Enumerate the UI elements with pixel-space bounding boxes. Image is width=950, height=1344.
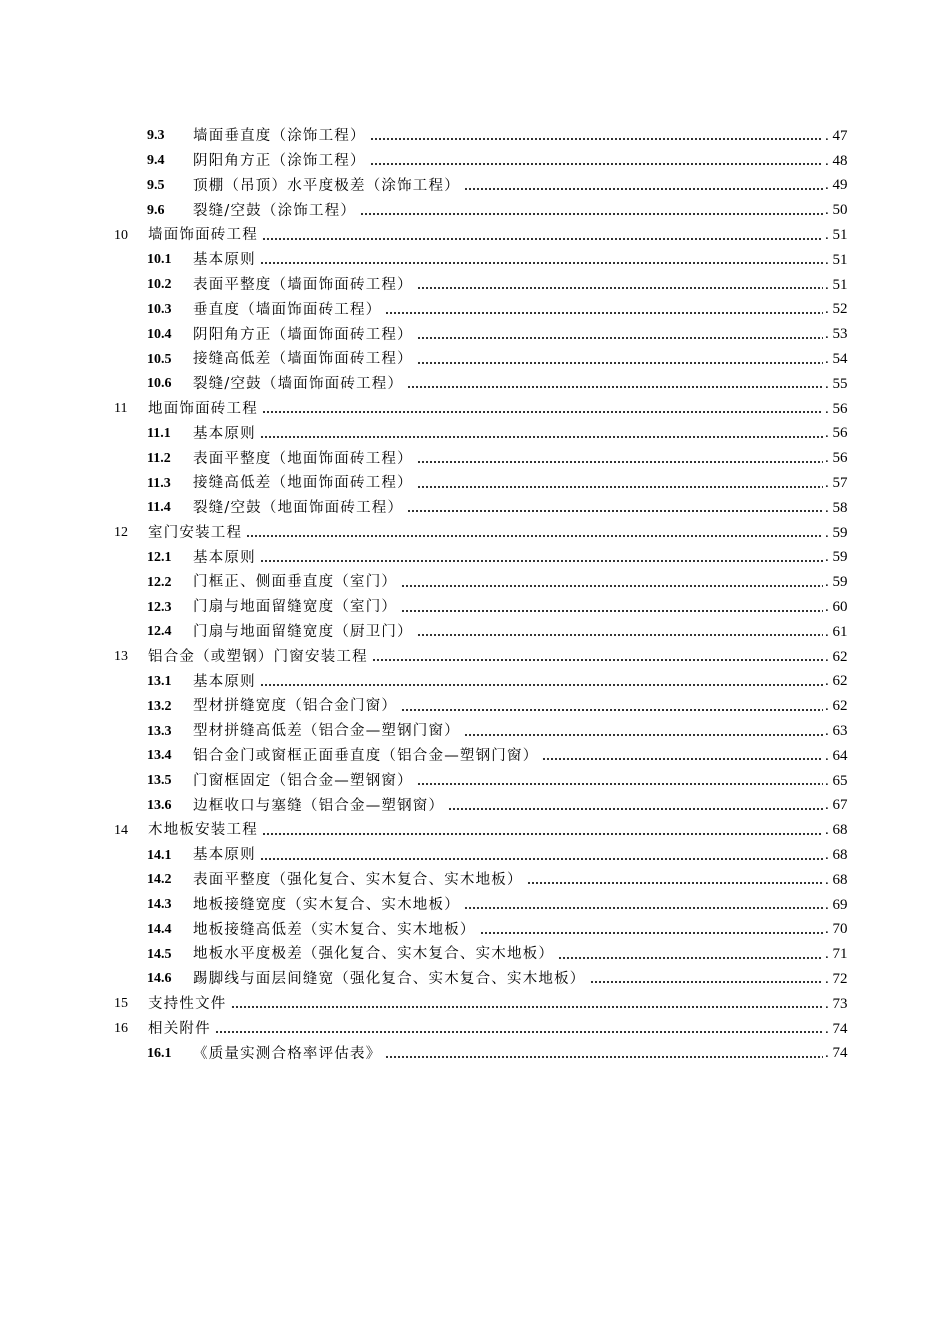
toc-section-entry[interactable]: [0, 546, 950, 571]
toc-entry-title: 基本原则: [193, 847, 256, 864]
toc-entry-number: 14.4: [147, 921, 172, 937]
toc-entry-title: 门扇与地面留缝宽度（室门）: [193, 599, 398, 616]
toc-entry-number: 10.2: [147, 277, 172, 293]
toc-entry-page-number: . 53: [825, 326, 848, 343]
toc-section-entry[interactable]: [0, 1041, 950, 1066]
toc-entry-title: 型材拼缝高低差（铝合金—塑钢门窗）: [193, 723, 460, 740]
dot-leader: [542, 758, 823, 760]
toc-entry-number: 9.6: [147, 202, 165, 218]
toc-section-entry[interactable]: [0, 422, 950, 447]
toc-entry-number: 16: [114, 1021, 128, 1037]
toc-entry-title: 表面平整度（地面饰面砖工程）: [193, 450, 413, 467]
toc-entry-number: 13.5: [147, 773, 172, 789]
toc-entry-number: 13.6: [147, 797, 172, 813]
dot-leader: [407, 386, 823, 388]
toc-entry-page-number: . 51: [825, 227, 848, 244]
toc-entry-page-number: . 70: [825, 921, 848, 938]
toc-section-entry[interactable]: [0, 496, 950, 521]
toc-entry-number: 10.1: [147, 252, 172, 268]
toc-entry-page-number: . 74: [825, 1045, 848, 1062]
toc-entry-number: 14.1: [147, 847, 172, 863]
toc-section-entry[interactable]: [0, 769, 950, 794]
toc-entry-page-number: . 62: [825, 648, 848, 665]
toc-section-entry[interactable]: [0, 446, 950, 471]
toc-section-entry[interactable]: [0, 124, 950, 149]
toc-section-entry[interactable]: [0, 595, 950, 620]
toc-entry-title: 接缝高低差（地面饰面砖工程）: [193, 475, 413, 492]
toc-entry-number: 12.2: [147, 574, 172, 590]
dot-leader: [262, 833, 823, 835]
toc-entry-page-number: . 60: [825, 599, 848, 616]
toc-entry-page-number: . 62: [825, 673, 848, 690]
dot-leader: [417, 783, 823, 785]
dot-leader: [231, 1006, 824, 1008]
toc-entry-number: 10.5: [147, 351, 172, 367]
toc-entry-number: 14.2: [147, 872, 172, 888]
toc-entry-number: 11: [114, 401, 128, 417]
toc-entry-number: 13.3: [147, 723, 172, 739]
toc-entry-number: 15: [114, 996, 128, 1012]
toc-section-entry[interactable]: [0, 694, 950, 719]
toc-entry-number: 11.1: [147, 425, 171, 441]
dot-leader: [385, 312, 823, 314]
toc-section-entry[interactable]: [0, 174, 950, 199]
toc-section-entry[interactable]: [0, 893, 950, 918]
toc-entry-number: 12.4: [147, 624, 172, 640]
toc-entry-title: 型材拼缝宽度（铝合金门窗）: [193, 698, 398, 715]
toc-entry-title: 顶棚（吊顶）水平度极差（涂饰工程）: [193, 177, 460, 194]
toc-entry-page-number: . 59: [825, 574, 848, 591]
dot-leader: [417, 486, 823, 488]
toc-entry-number: 11.3: [147, 475, 171, 491]
toc-entry-number: 12.1: [147, 549, 172, 565]
toc-entry-title: 基本原则: [193, 673, 256, 690]
toc-section-entry[interactable]: [0, 570, 950, 595]
toc-section-entry[interactable]: [0, 942, 950, 967]
toc-entry-page-number: . 69: [825, 896, 848, 913]
dot-leader: [260, 262, 823, 264]
dot-leader: [407, 510, 823, 512]
toc-entry-page-number: . 54: [825, 351, 848, 368]
toc-entry-number: 16.1: [147, 1045, 172, 1061]
dot-leader: [558, 957, 823, 959]
dot-leader: [464, 907, 823, 909]
toc-chapter-entry[interactable]: [0, 645, 950, 670]
toc-entry-title: 基本原则: [193, 425, 256, 442]
toc-entry-title: 边框收口与塞缝（铝合金—塑钢窗）: [193, 797, 445, 814]
toc-entry-number: 14.3: [147, 897, 172, 913]
toc-entry-title: 相关附件: [148, 1020, 211, 1037]
dot-leader: [401, 585, 823, 587]
toc-entry-number: 13.1: [147, 673, 172, 689]
toc-entry-title: 墙面垂直度（涂饰工程）: [193, 128, 366, 145]
toc-entry-title: 铝合金门或窗框正面垂直度（铝合金—塑钢门窗）: [193, 748, 539, 765]
toc-chapter-entry[interactable]: [0, 992, 950, 1017]
toc-entry-page-number: . 51: [825, 276, 848, 293]
toc-entry-title: 铝合金（或塑钢）门窗安装工程: [148, 648, 368, 665]
toc-entry-page-number: . 56: [825, 400, 848, 417]
dot-leader: [464, 188, 823, 190]
toc-entry-page-number: . 61: [825, 623, 848, 640]
toc-entry-title: 墙面饰面砖工程: [148, 227, 258, 244]
toc-chapter-entry[interactable]: [0, 521, 950, 546]
dot-leader: [480, 932, 823, 934]
toc-entry-title: 支持性文件: [148, 996, 227, 1013]
toc-chapter-entry[interactable]: [0, 223, 950, 248]
toc-entry-title: 裂缝/空鼓（墙面饰面砖工程）: [193, 376, 404, 393]
toc-entry-title: 门扇与地面留缝宽度（厨卫门）: [193, 624, 413, 641]
toc-section-entry[interactable]: [0, 471, 950, 496]
toc-section-entry[interactable]: [0, 719, 950, 744]
toc-chapter-entry[interactable]: [0, 1017, 950, 1042]
dot-leader: [360, 213, 823, 215]
toc-entry-page-number: . 49: [825, 177, 848, 194]
toc-entry-number: 13.2: [147, 698, 172, 714]
toc-section-entry[interactable]: [0, 273, 950, 298]
toc-entry-number: 10.6: [147, 376, 172, 392]
toc-section-entry[interactable]: [0, 967, 950, 992]
toc-entry-page-number: . 59: [825, 549, 848, 566]
dot-leader: [260, 560, 823, 562]
toc-entry-page-number: . 64: [825, 747, 848, 764]
toc-entry-title: 踢脚线与面层间缝宽（强化复合、实木复合、实木地板）: [193, 971, 586, 988]
toc-entry-page-number: . 68: [825, 871, 848, 888]
dot-leader: [417, 634, 823, 636]
toc-entry-title: 基本原则: [193, 549, 256, 566]
toc-entry-number: 9.4: [147, 153, 165, 169]
toc-entry-page-number: . 63: [825, 723, 848, 740]
toc-entry-number: 10.3: [147, 301, 172, 317]
toc-entry-number: 14.5: [147, 946, 172, 962]
toc-entry-page-number: . 65: [825, 772, 848, 789]
toc-entry-number: 13.4: [147, 748, 172, 764]
toc-entry-title: 木地板安装工程: [148, 822, 258, 839]
dot-leader: [370, 163, 823, 165]
dot-leader: [262, 411, 823, 413]
toc-entry-title: 地板接缝宽度（实木复合、实木地板）: [193, 896, 460, 913]
toc-section-entry[interactable]: [0, 843, 950, 868]
toc-entry-title: 地板接缝高低差（实木复合、实木地板）: [193, 921, 476, 938]
toc-section-entry[interactable]: [0, 918, 950, 943]
toc-entry-number: 10: [114, 227, 128, 243]
dot-leader: [590, 981, 824, 983]
toc-entry-title: 表面平整度（强化复合、实木复合、实木地板）: [193, 872, 523, 889]
toc-entry-page-number: . 51: [825, 251, 848, 268]
toc-section-entry[interactable]: [0, 744, 950, 769]
dot-leader: [417, 461, 823, 463]
toc-section-entry[interactable]: [0, 298, 950, 323]
toc-entry-page-number: . 74: [825, 1020, 848, 1037]
toc-entry-title: 地板水平度极差（强化复合、实木复合、实木地板）: [193, 946, 555, 963]
toc-entry-page-number: . 48: [825, 152, 848, 169]
toc-entry-title: 门框正、侧面垂直度（室门）: [193, 574, 398, 591]
toc-entry-number: 9.3: [147, 128, 165, 144]
dot-leader: [448, 808, 823, 810]
toc-entry-number: 11.2: [147, 450, 171, 466]
toc-entry-number: 9.5: [147, 177, 165, 193]
toc-entry-page-number: . 59: [825, 524, 848, 541]
toc-section-entry[interactable]: [0, 868, 950, 893]
toc-entry-title: 接缝高低差（墙面饰面砖工程）: [193, 351, 413, 368]
toc-chapter-entry[interactable]: [0, 818, 950, 843]
toc-entry-page-number: . 56: [825, 425, 848, 442]
toc-entry-page-number: . 50: [825, 202, 848, 219]
toc-entry-title: 《质量实测合格率评估表》: [193, 1045, 382, 1062]
dot-leader: [260, 684, 823, 686]
toc-entry-page-number: . 52: [825, 301, 848, 318]
toc-entry-title: 裂缝/空鼓（涂饰工程）: [193, 202, 357, 219]
dot-leader: [417, 362, 823, 364]
dot-leader: [260, 436, 823, 438]
toc-entry-title: 阴阳角方正（墙面饰面砖工程）: [193, 326, 413, 343]
toc-entry-page-number: . 71: [825, 946, 848, 963]
toc-entry-page-number: . 58: [825, 499, 848, 516]
toc-entry-title: 基本原则: [193, 252, 256, 269]
toc-section-entry[interactable]: [0, 347, 950, 372]
dot-leader: [372, 659, 823, 661]
toc-entry-title: 地面饰面砖工程: [148, 400, 258, 417]
toc-section-entry[interactable]: [0, 794, 950, 819]
table-of-contents: [0, 124, 950, 1066]
toc-entry-title: 垂直度（墙面饰面砖工程）: [193, 301, 382, 318]
toc-entry-page-number: . 68: [825, 847, 848, 863]
toc-entry-title: 室门安装工程: [148, 524, 243, 541]
dot-leader: [385, 1056, 823, 1058]
toc-section-entry[interactable]: [0, 198, 950, 223]
toc-section-entry[interactable]: [0, 620, 950, 645]
dot-leader: [417, 337, 823, 339]
toc-entry-title: 阴阳角方正（涂饰工程）: [193, 152, 366, 169]
dot-leader: [260, 858, 823, 860]
toc-section-entry[interactable]: [0, 372, 950, 397]
toc-section-entry[interactable]: [0, 149, 950, 174]
toc-entry-page-number: . 68: [825, 822, 848, 839]
toc-entry-number: 13: [114, 649, 128, 665]
toc-entry-number: 14: [114, 822, 128, 838]
toc-entry-page-number: . 57: [825, 475, 848, 492]
toc-section-entry[interactable]: [0, 322, 950, 347]
dot-leader: [464, 734, 823, 736]
dot-leader: [401, 610, 823, 612]
toc-entry-number: 12: [114, 525, 128, 541]
toc-section-entry[interactable]: [0, 248, 950, 273]
toc-entry-page-number: . 62: [825, 698, 848, 715]
dot-leader: [215, 1031, 823, 1033]
dot-leader: [401, 709, 823, 711]
toc-chapter-entry[interactable]: [0, 397, 950, 422]
toc-entry-page-number: . 67: [825, 797, 848, 814]
dot-leader: [246, 535, 823, 537]
toc-entry-page-number: . 73: [825, 995, 848, 1012]
toc-entry-number: 11.4: [147, 500, 171, 516]
toc-entry-page-number: . 72: [825, 970, 848, 987]
dot-leader: [417, 287, 823, 289]
dot-leader: [527, 882, 823, 884]
toc-entry-title: 表面平整度（墙面饰面砖工程）: [193, 276, 413, 293]
toc-entry-page-number: . 47: [825, 127, 848, 144]
toc-entry-number: 14.6: [147, 971, 172, 987]
toc-entry-number: 10.4: [147, 326, 172, 342]
toc-section-entry[interactable]: [0, 670, 950, 695]
toc-entry-title: 裂缝/空鼓（地面饰面砖工程）: [193, 500, 404, 517]
toc-entry-title: 门窗框固定（铝合金—塑钢窗）: [193, 772, 413, 789]
dot-leader: [370, 138, 823, 140]
toc-entry-page-number: . 56: [825, 450, 848, 467]
toc-entry-page-number: . 55: [825, 375, 848, 392]
dot-leader: [262, 238, 823, 240]
toc-entry-number: 12.3: [147, 599, 172, 615]
